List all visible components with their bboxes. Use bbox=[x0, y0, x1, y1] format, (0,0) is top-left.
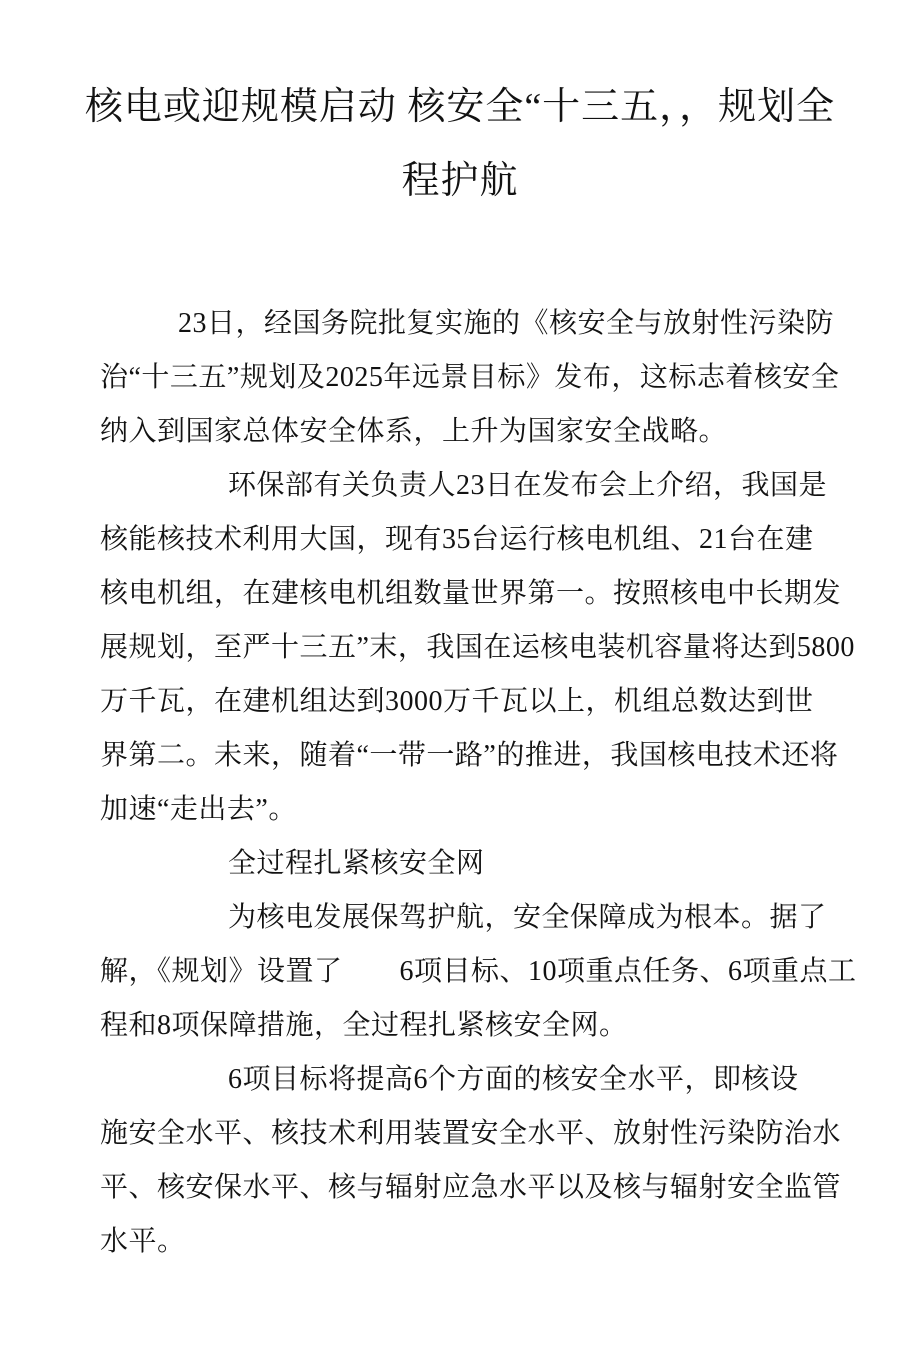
text-line: 界第二。未来，随着“一带一路”的推进，我国核电技术还将 bbox=[100, 740, 839, 771]
paragraph bbox=[100, 1053, 842, 1269]
text-line: 环保部有关负责人23日在发布会上介绍，我国是 bbox=[228, 470, 828, 501]
text-line: 23日，经国务院批复实施的《核安全与放射性污染防 bbox=[178, 308, 835, 339]
paragraph bbox=[100, 891, 857, 1053]
text-line: 程和8项保障措施，全过程扎紧核安全网。 bbox=[100, 1010, 628, 1041]
text-line: 解，《规划》设置了 6项目标、10项重点任务、6项重点工 bbox=[100, 956, 857, 987]
text-line: 全过程扎紧核安全网 bbox=[228, 848, 485, 879]
text-line: 6项目标将提高6个方面的核安全水平，即核设 bbox=[228, 1064, 799, 1095]
text-line: 治“十三五”规划及2025年远景目标》发布，这标志着核安全 bbox=[100, 362, 840, 393]
document-title bbox=[55, 70, 865, 218]
paragraph bbox=[100, 459, 855, 837]
text-line: 加速“走出去”。 bbox=[100, 794, 297, 825]
title-line: 程护航 bbox=[401, 160, 519, 202]
text-line: 核能核技术利用大国，现有35台运行核电机组、21台在建 bbox=[100, 524, 814, 555]
title-line: 核电或迎规模启动 核安全“十三五，，规划全 bbox=[84, 86, 836, 128]
text-line: 水平。 bbox=[100, 1226, 186, 1257]
text-line: 施安全水平、核技术利用装置安全水平、放射性污染防治水 bbox=[100, 1118, 842, 1149]
document-body bbox=[100, 297, 857, 1269]
text-line: 为核电发展保驾护航，安全保障成为根本。据了 bbox=[228, 902, 827, 933]
text-line: 万千瓦，在建机组达到3000万千瓦以上，机组总数达到世 bbox=[100, 686, 814, 717]
text-line: 纳入到国家总体安全体系，上升为国家安全战略。 bbox=[100, 416, 728, 447]
text-line: 核电机组，在建核电机组数量世界第一。按照核电中长期发 bbox=[100, 578, 842, 609]
paragraph bbox=[100, 837, 820, 891]
text-line: 展规划，至严十三五”末，我国在运核电装机容量将达到5800 bbox=[100, 632, 855, 663]
paragraph bbox=[100, 297, 840, 459]
text-line: 平、核安保水平、核与辐射应急水平以及核与辐射安全监管 bbox=[100, 1172, 842, 1203]
